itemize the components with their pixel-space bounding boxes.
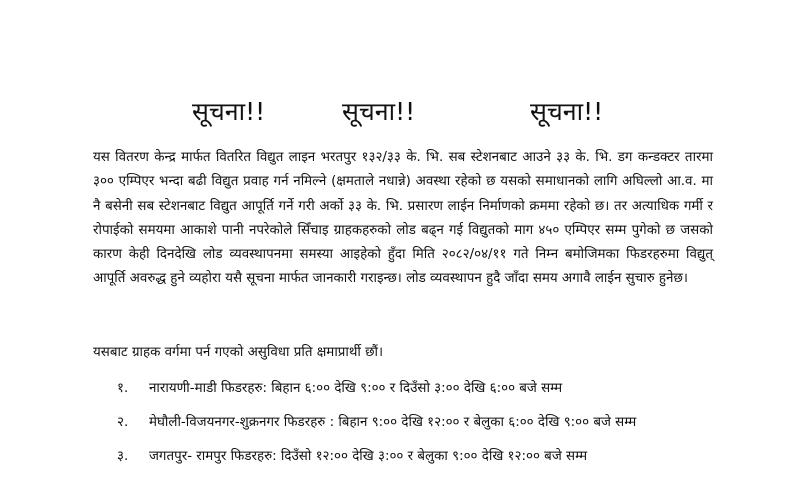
feeder-item-number: १.: [117, 381, 129, 396]
feeder-item-text: मेघौली-विजयनगर-शुक्रनगर फिडरहरु : बिहान ९:०० देखि १२:०० र बेलुका ६:०० देखि ९:०० बजे सम्म: [149, 415, 637, 430]
notice-title: सूचना!!: [342, 97, 416, 126]
feeder-item-number: ३.: [117, 449, 129, 464]
feeder-item-number: २.: [117, 415, 129, 430]
feeder-schedule-item: [117, 413, 737, 447]
notice-title: सूचना!!: [192, 97, 266, 126]
feeder-item-text: जगतपुर- रामपुर फिडरहरु: दिउँसो १२:०० देखि ३:०० र बेलुका ९:०० देखि १२:०० बजे सम्म: [149, 449, 588, 464]
feeder-schedule-list: [117, 379, 737, 481]
notice-title: सूचना!!: [530, 97, 604, 126]
apology-line: यसबाट ग्राहक वर्गमा पर्न गएको असुविधा प्रति क्षमाप्रार्थी छौं।: [93, 345, 384, 360]
notice-body-paragraph: यस वितरण केन्द्र मार्फत वितरित विद्युत लाइन भरतपुर १३२/३३ के. भि. सब स्टेशनबाट आउने ३३ के. भि. डग कन्डक्टर तारमा ३०० एम्पिएर भन्दा बढी विद्युत प्रवाह गर्न नमिल्ने (क्षमताले नधान्ने) अवस्था रहेको छ यसको समाधानको लागि अघिल्लो आ.व. मा नै बसेनी सब स्टेशनबाट विद्युत आपूर्ति गर्ने गरी अर्को ३३ के. भि. प्रसारण लाईन निर्माणको क्रममा रहेको छ। तर अत्याधिक गर्मी र रोपाईको समयमा आकाशे पानी नपरेकोले सिँचाइ ग्राहकहरुको लोड बढ्न गई विद्युतको माग ४५० एम्पिएर सम्म पुगेको छ जसको कारण केही दिनदेखि लोड व्यवस्थापनमा समस्या आइहेको हुँदा मिति २०८२/०४/११ गते निम्न बमोजिमका फिडरहरुमा विद्युत् आपूर्ति अवरुद्ध हुने व्यहोरा यसै सूचना मार्फत जानकारी गराइन्छ। लोड व्यवस्थापन हुदै जाँदा समय अगावै लाईन सुचारु हुनेछ।: [93, 150, 713, 287]
feeder-schedule-item: [117, 447, 737, 481]
feeder-item-text: नारायणी-माडी फिडरहरु: बिहान ६:०० देखि ९:०० र दिउँसो ३:०० देखि ६:०० बजे सम्म: [149, 381, 563, 396]
notice-title-row: [0, 94, 800, 134]
feeder-schedule-item: [117, 379, 737, 413]
